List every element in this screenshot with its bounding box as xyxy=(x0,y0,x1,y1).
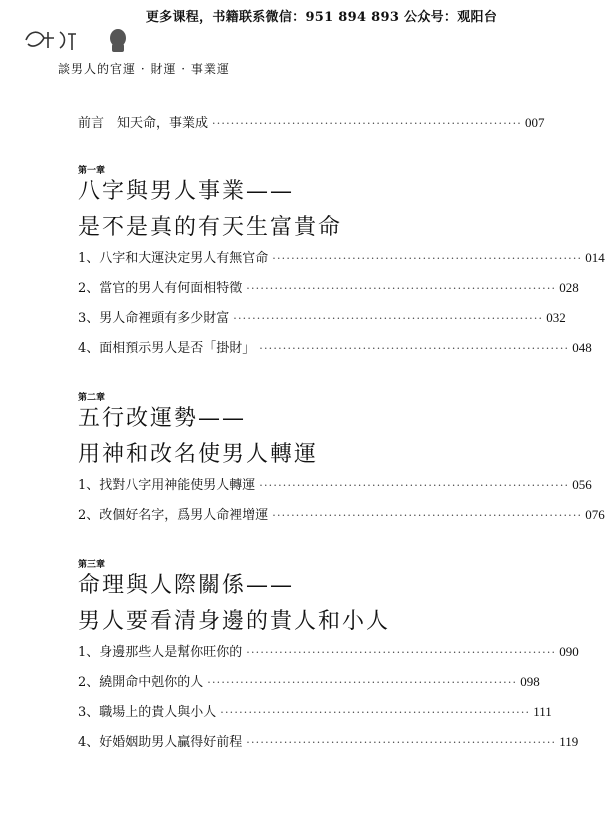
toc-entry[interactable] xyxy=(78,500,605,530)
leader-dots: ·································································· xyxy=(259,342,570,355)
leader-dots: ·································································· xyxy=(233,312,544,325)
toc-entry[interactable] xyxy=(78,303,566,333)
entry-title: 2、改個好名字，爲男人命裡增運 xyxy=(78,508,269,523)
book-logo xyxy=(22,26,282,76)
book-subtitle: 談男人的官運 · 財運 · 事業運 xyxy=(58,62,230,76)
preface-page: 007 xyxy=(525,115,545,130)
chapter-title: 五行改運勢—— xyxy=(78,406,247,431)
leader-dots: ·································································· xyxy=(246,646,557,659)
chapter-label: 第二章 xyxy=(78,393,106,403)
entry-page: 048 xyxy=(572,340,592,355)
leader-dots: ·································································· xyxy=(212,117,522,130)
entry-page: 090 xyxy=(559,644,579,659)
entry-title: 1、身邊那些人是幫你旺你的 xyxy=(78,645,243,660)
leader-dots: ·································································· xyxy=(246,282,557,295)
leader-dots: ·································································· xyxy=(220,706,531,719)
entry-page: 076 xyxy=(585,507,605,522)
entry-page: 014 xyxy=(585,250,605,265)
chapter-title: 命理與人際關係—— xyxy=(78,573,295,598)
entry-title: 4、面相預示男人是否「掛財」 xyxy=(78,341,256,356)
chapter-1 xyxy=(78,166,605,363)
entry-page: 119 xyxy=(559,734,579,749)
chapter-label: 第一章 xyxy=(78,166,106,176)
chapter-2 xyxy=(78,393,605,530)
contact-banner: 更多课程，书籍联系微信：951 894 893 公众号：观阳台 xyxy=(145,10,498,25)
entry-page: 056 xyxy=(572,477,592,492)
toc-entry[interactable] xyxy=(78,637,579,667)
toc-entry[interactable] xyxy=(78,667,540,697)
entry-title: 1、八字和大運決定男人有無官命 xyxy=(78,251,269,266)
chapter-label: 第三章 xyxy=(78,560,106,570)
toc-entry[interactable] xyxy=(78,470,592,500)
toc-entry[interactable] xyxy=(78,273,579,303)
entry-title: 4、好婚姻助男人贏得好前程 xyxy=(78,735,243,750)
entry-title: 2、當官的男人有何面相特徵 xyxy=(78,281,243,296)
entry-title: 3、職場上的貴人與小人 xyxy=(78,705,217,720)
table-of-contents xyxy=(78,108,605,787)
chapter-3 xyxy=(78,560,579,757)
preface-title: 前言 知天命，事業成 xyxy=(78,116,209,131)
entry-page: 098 xyxy=(520,674,540,689)
entry-page: 032 xyxy=(546,310,566,325)
toc-entry[interactable] xyxy=(78,697,552,727)
chapter-title: 八字與男人事業—— xyxy=(78,179,295,204)
chapter-subtitle: 男人要看清身邊的貴人和小人 xyxy=(78,609,391,634)
leader-dots: ·································································· xyxy=(272,509,583,522)
leader-dots: ·································································· xyxy=(207,676,518,689)
toc-entry[interactable] xyxy=(78,243,605,273)
entry-page: 028 xyxy=(559,280,579,295)
entry-page: 111 xyxy=(533,704,552,719)
leader-dots: ·································································· xyxy=(246,736,557,749)
leader-dots: ·································································· xyxy=(272,252,583,265)
preface-entry[interactable] xyxy=(78,108,545,138)
toc-entry[interactable] xyxy=(78,333,592,363)
book-logo-icon xyxy=(22,26,132,58)
chapter-subtitle: 用神和改名使男人轉運 xyxy=(78,442,319,467)
entry-title: 3、男人命裡頭有多少財富 xyxy=(78,311,230,326)
entry-title: 1、找對八字用神能使男人轉運 xyxy=(78,478,256,493)
chapter-subtitle: 是不是真的有天生富貴命 xyxy=(78,215,343,240)
toc-entry[interactable] xyxy=(78,727,579,757)
entry-title: 2、繞開命中剋你的人 xyxy=(78,675,204,690)
leader-dots: ·································································· xyxy=(259,479,570,492)
